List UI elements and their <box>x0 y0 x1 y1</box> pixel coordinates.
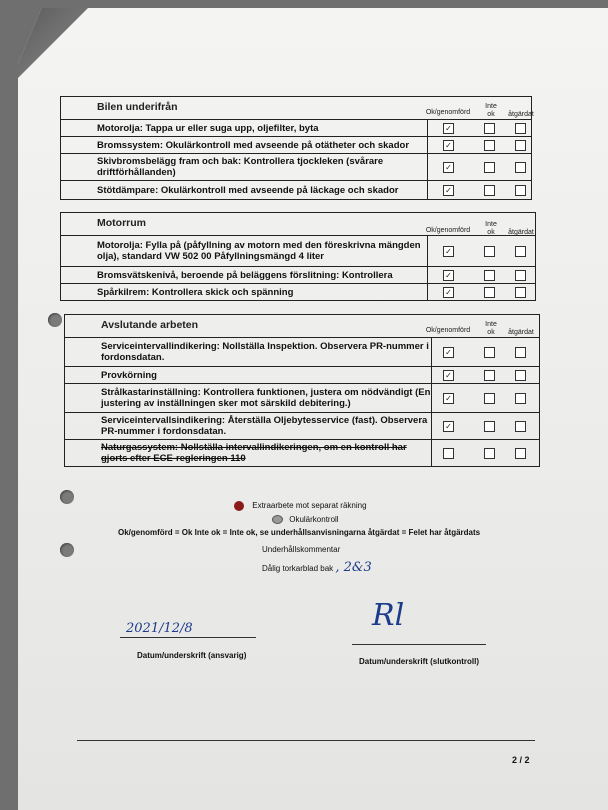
inte-ok-checkbox[interactable] <box>484 287 495 298</box>
col-inte-header: Inte ok <box>485 103 497 118</box>
row-text: Skivbromsbelägg fram och bak: Kontrollera tjockleken (svårare driftförhållanden) <box>61 154 428 180</box>
col-ok-header: Ok/genomförd <box>425 227 471 234</box>
atgardat-checkbox[interactable] <box>515 162 526 173</box>
check-row <box>65 367 539 384</box>
left-signature-label: Datum/underskrift (ansvarig) <box>137 651 247 660</box>
col-inte-header: Inte ok <box>485 221 497 236</box>
check-row <box>61 284 535 300</box>
atgardat-checkbox[interactable] <box>515 347 526 358</box>
comment-title: Underhållskommentar <box>262 545 341 554</box>
inte-ok-checkbox[interactable] <box>484 448 495 459</box>
check-row <box>65 384 539 413</box>
ok-checkbox[interactable]: ✓ <box>443 246 454 257</box>
col-atgardat-header: åtgärdat <box>508 111 534 118</box>
check-row <box>61 137 531 154</box>
red-dot-icon <box>234 501 244 511</box>
col-atgardat-header: åtgärdat <box>508 329 534 336</box>
row-text: Motorolja: Tappa ur eller suga upp, oljefilter, byta <box>61 120 428 136</box>
col-ok-header: Ok/genomförd <box>425 109 471 116</box>
comment-text <box>262 560 372 575</box>
ok-checkbox[interactable]: ✓ <box>443 347 454 358</box>
right-signature-label: Datum/underskrift (slutkontroll) <box>359 657 480 666</box>
atgardat-checkbox[interactable] <box>515 185 526 196</box>
row-text: Provkörning <box>65 367 432 383</box>
inte-ok-checkbox[interactable] <box>484 421 495 432</box>
inte-ok-checkbox[interactable] <box>484 162 495 173</box>
row-text: Motorolja: Fylla på (påfyllning av motorn med den föreskrivna mängden olja), standard VW 502 00 Påfyllningsmängd 4 liter <box>61 236 428 266</box>
inte-ok-checkbox[interactable] <box>484 393 495 404</box>
check-row <box>65 338 539 367</box>
row-text: Serviceintervallsindikering: Återställa Oljebytesservice (fast). Observera PR-nummer i fordonsdatan. <box>65 413 432 439</box>
check-row <box>65 440 539 466</box>
eye-icon <box>272 515 283 524</box>
row-text: Bromssystem: Okulärkontroll med avseende på otätheter och skador <box>61 137 428 153</box>
atgardat-checkbox[interactable] <box>515 270 526 281</box>
atgardat-checkbox[interactable] <box>515 448 526 459</box>
row-text-struck: Naturgassystem: Nollställa intervallindikeringen, om en kontroll har gjorts efter ECE-regleringen 110 <box>65 440 432 466</box>
legend-okular-text: Okulärkontroll <box>289 515 339 524</box>
section-motorrum <box>60 212 536 301</box>
atgardat-checkbox[interactable] <box>515 421 526 432</box>
ok-checkbox[interactable]: ✓ <box>443 162 454 173</box>
section-title: Avslutande arbeten <box>101 319 199 331</box>
atgardat-checkbox[interactable] <box>515 123 526 134</box>
section-title: Bilen underifrån <box>97 101 178 113</box>
legend-explain: Ok/genomförd = Ok Inte ok = Inte ok, se underhållsanvisningarna åtgärdat = Felet har åtgärdats <box>118 528 481 537</box>
atgardat-checkbox[interactable] <box>515 140 526 151</box>
check-row <box>61 154 531 181</box>
punch-hole <box>48 313 62 327</box>
inte-ok-checkbox[interactable] <box>484 246 495 257</box>
col-ok-header: Ok/genomförd <box>425 327 471 334</box>
ok-checkbox[interactable]: ✓ <box>443 140 454 151</box>
legend-extra-text: Extraarbete mot separat räkning <box>252 501 367 511</box>
footer-line <box>77 740 535 741</box>
check-row <box>61 120 531 137</box>
inte-ok-checkbox[interactable] <box>484 123 495 134</box>
ok-checkbox[interactable]: ✓ <box>443 123 454 134</box>
row-text: Spårkilrem: Kontrollera skick och spänning <box>61 284 428 300</box>
row-text: Stötdämpare: Okulärkontroll med avseende på läckage och skador <box>61 181 428 199</box>
check-row <box>61 236 535 267</box>
comment-handwriting: , 2&3 <box>335 560 372 575</box>
right-signature-line <box>352 644 486 645</box>
legend-extra <box>234 501 367 511</box>
inte-ok-checkbox[interactable] <box>484 370 495 381</box>
check-row <box>65 413 539 440</box>
date-handwriting: 2021/12/8 <box>126 621 193 636</box>
row-text: Serviceintervallindikering: Nollställa Inspektion. Observera PR-nummer i fordonsdatan. <box>65 338 432 366</box>
inte-ok-checkbox[interactable] <box>484 185 495 196</box>
ok-checkbox[interactable]: ✓ <box>443 270 454 281</box>
ok-checkbox[interactable]: ✓ <box>443 421 454 432</box>
ok-checkbox[interactable]: ✓ <box>443 185 454 196</box>
page-number: 2 / 2 <box>512 755 530 765</box>
check-row <box>61 181 531 199</box>
ok-checkbox[interactable]: ✓ <box>443 370 454 381</box>
col-atgardat-header: åtgärdat <box>508 229 534 236</box>
ok-checkbox[interactable]: ✓ <box>443 287 454 298</box>
inte-ok-checkbox[interactable] <box>484 140 495 151</box>
atgardat-checkbox[interactable] <box>515 393 526 404</box>
col-inte-header: Inte ok <box>485 321 497 336</box>
ok-checkbox[interactable] <box>443 448 454 459</box>
punch-hole <box>60 490 74 504</box>
row-text: Bromsvätskenivå, beroende på beläggens förslitning: Kontrollera <box>61 267 428 283</box>
section-avslutande-arbeten <box>64 314 540 467</box>
inte-ok-checkbox[interactable] <box>484 270 495 281</box>
punch-hole <box>60 543 74 557</box>
row-text: Strålkastarinställning: Kontrollera funktionen, justera om nödvändigt (En justering av inställningen sker mot särskild debitering.) <box>65 384 432 412</box>
legend-okular <box>272 515 339 524</box>
signature-handwriting: Rl <box>372 598 405 633</box>
atgardat-checkbox[interactable] <box>515 287 526 298</box>
inte-ok-checkbox[interactable] <box>484 347 495 358</box>
comment-text-print: Dålig torkarblad bak <box>262 564 334 573</box>
check-row <box>61 267 535 284</box>
folded-corner <box>18 8 88 78</box>
ok-checkbox[interactable]: ✓ <box>443 393 454 404</box>
left-signature-line <box>120 637 256 638</box>
atgardat-checkbox[interactable] <box>515 246 526 257</box>
section-title: Motorrum <box>97 217 146 229</box>
section-bilen-underifran <box>60 96 532 200</box>
atgardat-checkbox[interactable] <box>515 370 526 381</box>
